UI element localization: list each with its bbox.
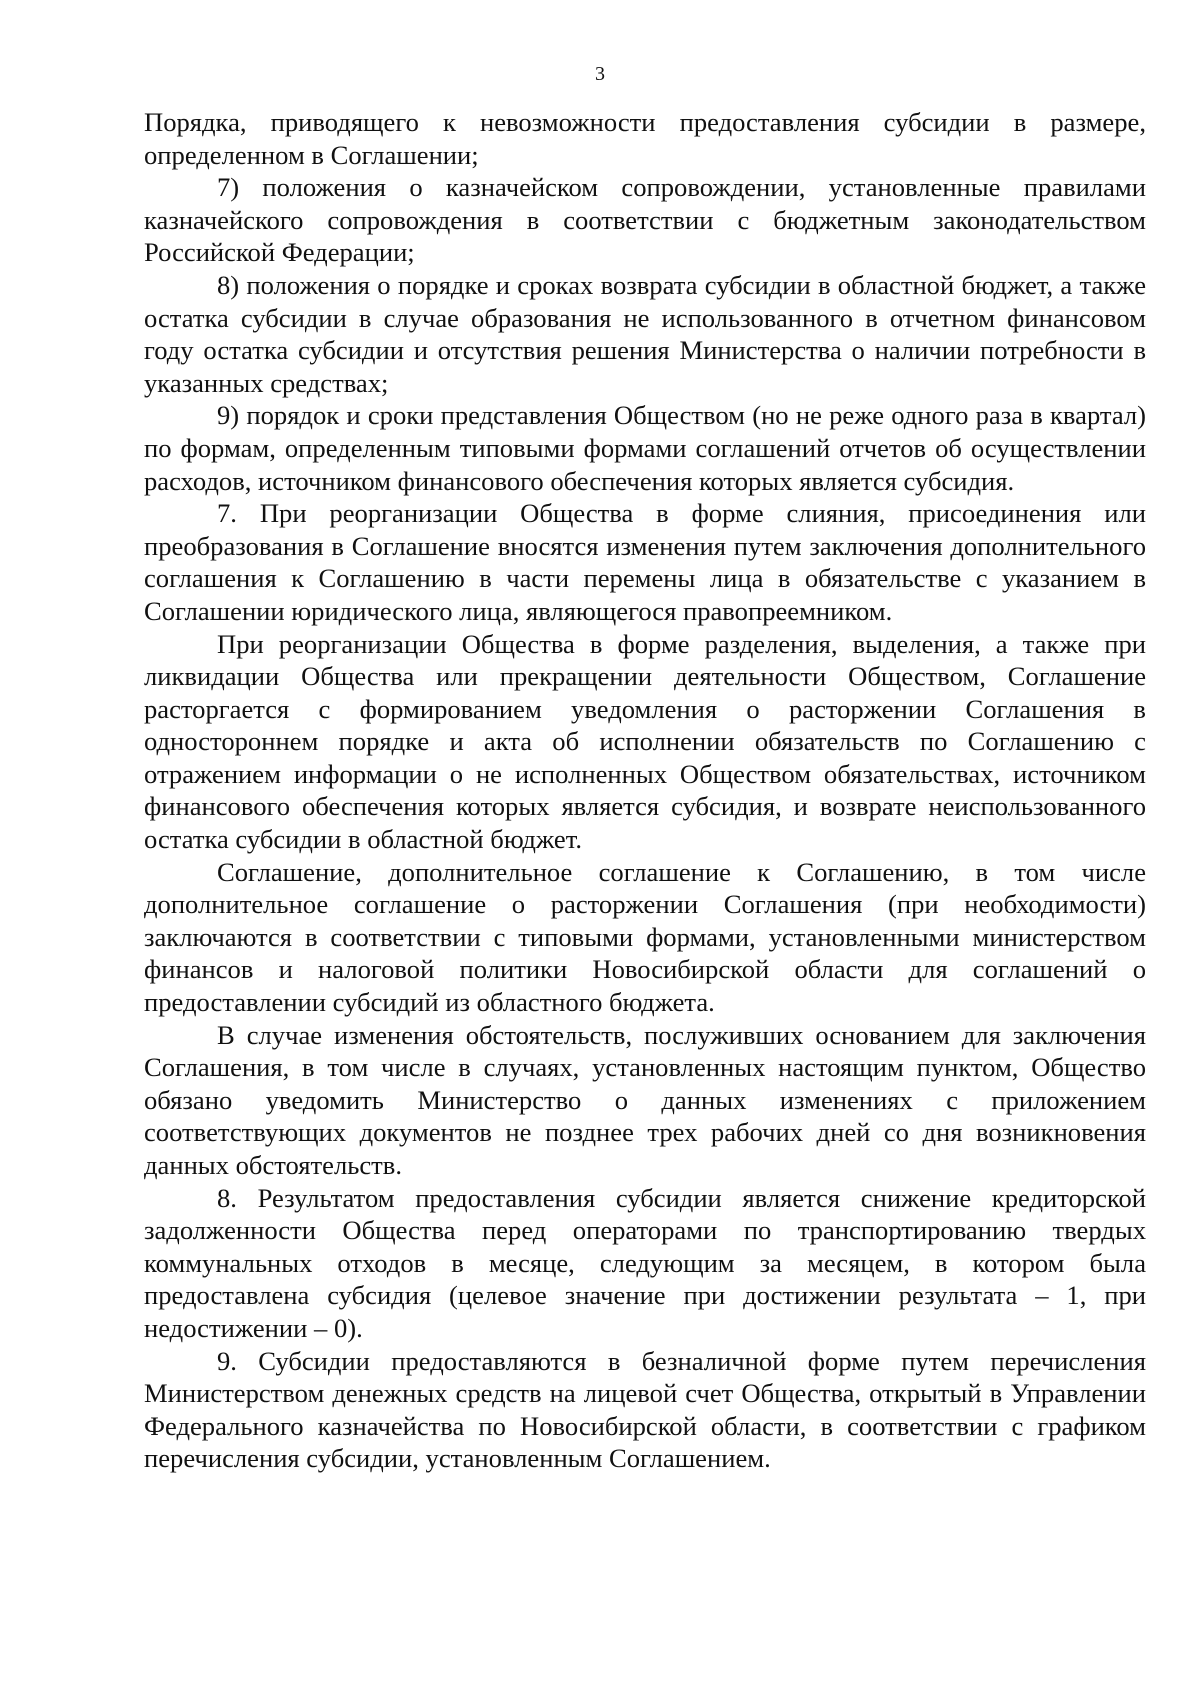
paragraph-clause-8: 8. Результатом предоставления субсидии является снижение кредиторской задолженности Общества перед операторами по транспортированию твердых коммунальных отходов в месяце, следующим за месяцем, в котором была предоставлена субсидия (целевое значение при достижении результата – 1, при недостижении – 0). <box>144 1182 1146 1343</box>
paragraph-item-7-treasury: 7) положения о казначейском сопровождении, установленные правилами казначейского сопровождения в соответствии с бюджетным законодательством Российской Федерации; <box>144 172 1146 268</box>
page-number: 3 <box>595 63 605 85</box>
document-body <box>144 106 1146 1475</box>
paragraph-clause-9: 9. Субсидии предоставляются в безналичной форме путем перечисления Министерством денежных средств на лицевой счет Общества, открытый в Управлении Федерального казначейства по Новосибирской области, в соответствии с графиком перечисления субсидии, установленным Соглашением. <box>144 1345 1146 1474</box>
paragraph-agreement-forms: Соглашение, дополнительное соглашение к Соглашению, в том числе дополнительное соглашение о расторжении Соглашения (при необходимости) заключаются в соответствии с типовыми формами, установленными министерством финансов и налоговой политики Новосибирской области для соглашений о предоставлении субсидий из областного бюджета. <box>144 856 1146 1018</box>
paragraph-item-9-reports: 9) порядок и сроки представления Обществом (но не реже одного раза в квартал) по формам, определенным типовыми формами соглашений отчетов об осуществлении расходов, источником финансового обеспечения которых является субсидия. <box>144 400 1146 496</box>
paragraph-continuation: Порядка, приводящего к невозможности предоставления субсидии в размере, определенном в Соглашении; <box>144 107 1146 170</box>
paragraph-reorganization: При реорганизации Общества в форме разделения, выделения, а также при ликвидации Общества или прекращении деятельности Обществом, Соглашение расторгается с формированием уведомления о расторжении Соглашения в одностороннем порядке и акта об исполнении обязательств по Соглашению с отражением информации о не исполненных Обществом обязательствах, источником финансового обеспечения которых является субсидия, и возврате неиспользованного остатка субсидии в областной бюджет. <box>144 628 1146 855</box>
paragraph-clause-7: 7. При реорганизации Общества в форме слияния, присоединения или преобразования в Соглашение вносятся изменения путем заключения дополнительного соглашения к Соглашению в части перемены лица в обязательстве с указанием в Соглашении юридического лица, являющегося правопреемником. <box>144 498 1146 626</box>
paragraph-circumstances: В случае изменения обстоятельств, послуживших основанием для заключения Соглашения, в том числе в случаях, установленных настоящим пунктом, Общество обязано уведомить Министерство о данных изменениях с приложением соответствующих документов не позднее трех рабочих дней со дня возникновения данных обстоятельств. <box>144 1019 1146 1180</box>
paragraph-item-8-refund: 8) положения о порядке и сроках возврата субсидии в областной бюджет, а также остатка субсидии в случае образования не использованного в отчетном финансовом году остатка субсидии и отсутствия решения Министерства о наличии потребности в указанных средствах; <box>144 269 1146 398</box>
